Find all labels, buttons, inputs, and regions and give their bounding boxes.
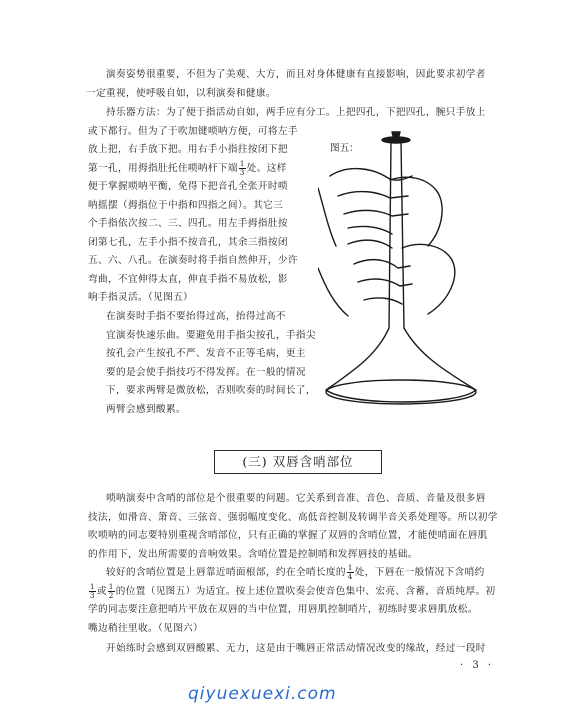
- fraction-one-third: [89, 583, 96, 600]
- watermark-text: qiyuexuexi.com: [188, 684, 337, 704]
- paragraph-finger-height: [106, 308, 316, 419]
- text-line: 个手指依次按二、三、四孔。用左手拇指肚按: [88, 218, 288, 229]
- text-line: 按孔会产生按孔不严、发音不正等毛病，更主: [106, 348, 306, 359]
- fraction-one-quarter: [347, 564, 354, 581]
- text-line: 的作用下，发出所需要的音响效果。含哨位置是控制哨和发挥唇技的基础。: [88, 548, 418, 560]
- text-line: 弯曲，不宜伸得太直，伸直手指不易放松，影: [88, 273, 288, 285]
- fraction-denominator: 2: [108, 591, 114, 600]
- text-line: 便于掌握唢呐平衡，免得下把音孔全张开时唢: [88, 181, 288, 192]
- text-line: 一定重视，使呼吸自如，以利演奏和健康。: [86, 87, 276, 99]
- fraction-numerator: 1: [239, 159, 245, 168]
- text-segment: 第一孔，用拇指肚托住唢呐杆下端: [88, 162, 238, 174]
- paragraph-posture: [86, 66, 486, 103]
- text-line: 下，要求两臂是微放松，否则吹奏的时间长了，: [106, 385, 316, 396]
- text-segment: 处。这样: [246, 162, 287, 174]
- text-line: 开始练时会感到双唇酸累、无力，这是由于嘴唇正常活动情况改变的缘故，经过一段时: [106, 643, 486, 654]
- text-line: 呐摇摆（拇指位于中指和四指之间）。其它三: [88, 199, 284, 211]
- text-line: [106, 564, 495, 583]
- text-line: 响手指灵活。（见图五）: [88, 292, 194, 303]
- pipe-body-shape: [389, 142, 404, 328]
- text-line: 吹唢呐的同志要特别重视含哨部位，只有正确的掌握了双唇的含哨位置，才能使哨面在唇肌: [88, 530, 488, 541]
- section-title: (三) 双唇含哨部位: [242, 454, 354, 469]
- text-segment: 较好的含哨位置是上唇靠近哨面根部，约在全哨长度的: [106, 567, 346, 578]
- fraction-numerator: 1: [108, 582, 114, 591]
- text-line: 闭第七孔，左手小指不按音孔，其余三指按闭: [88, 236, 288, 248]
- text-line: 学的同志要注意把哨片平放在双唇的当中位置，用唇肌控制哨片，初练时要求唇肌放松。: [88, 604, 478, 615]
- paragraph-lip-position: [88, 564, 495, 638]
- text-line: 或下都行。但为了于吹加键唢呐方便，可将左手: [88, 125, 298, 137]
- text-line: 唢呐演奏中含哨的部位是个很重要的问题。它关系到音准、音色、音质、音量及很多唇: [106, 493, 486, 504]
- reed-shape: [392, 132, 400, 140]
- figure-label: 图五：: [330, 143, 359, 154]
- text-line: 五、六、八孔。在演奏时将手指自然伸开，少许: [88, 255, 298, 266]
- text-segment: 的位置（见图五）为适宜。按上述位置吹奏会使音色集中、宏亮、含蓄，音质纯厚。初: [115, 585, 496, 597]
- page-number: · 3 ·: [460, 660, 495, 671]
- bell-rim-shape: [326, 380, 476, 404]
- text-segment: 或: [96, 585, 107, 597]
- fraction-one-third: [239, 160, 246, 177]
- lower-thumb-shape: [402, 244, 455, 314]
- fraction-denominator: 3: [239, 168, 245, 177]
- text-segment: 处，下唇在一般情况下含哨约: [354, 567, 485, 578]
- wrist-shape: [318, 188, 348, 316]
- text-line: 嘴边稍往里收。（见图六）: [88, 622, 204, 634]
- paragraph-practice: [106, 640, 486, 659]
- paragraph-reed-position: [88, 490, 498, 564]
- upper-thumb-shape: [390, 177, 442, 246]
- text-line: 在演奏时手指不要抬得过高，抬得过高不: [106, 311, 286, 322]
- fraction-numerator: 1: [347, 564, 353, 572]
- bell-shape: [326, 328, 476, 402]
- text-line: 技法，如滑音、箫音、三弦音、强弱幅度变化、高低音控制及转调半音关系处理等。所以初学: [88, 511, 498, 523]
- fraction-numerator: 1: [90, 582, 95, 591]
- text-line: 两臂会感到酸累。: [106, 403, 186, 415]
- text-line: 放上把，右手放下把。用右手小指拄按闭下把: [88, 144, 288, 155]
- fraction-denominator: 3: [90, 591, 95, 600]
- upper-hand-shape: [330, 169, 412, 234]
- text-line: [88, 583, 495, 602]
- fraction-denominator: 4: [347, 573, 353, 581]
- suona-hands-illustration: [318, 128, 518, 418]
- text-line: 要的是会使手指技巧不得发挥。在一般的情况: [106, 366, 306, 378]
- fraction-one-half: [108, 583, 115, 600]
- text-line: 持乐器方法：为了便于指活动自如，两手应有分工。上把四孔，下把四孔，腕只手放上: [106, 107, 486, 118]
- text-line: 演奏姿势很重要，不但为了美观、大方，而且对身体健康有直接影响，因此要求初学者: [106, 69, 486, 80]
- text-line: 宜演奏快速乐曲。要避免用手指尖按孔，手指尖: [106, 329, 316, 341]
